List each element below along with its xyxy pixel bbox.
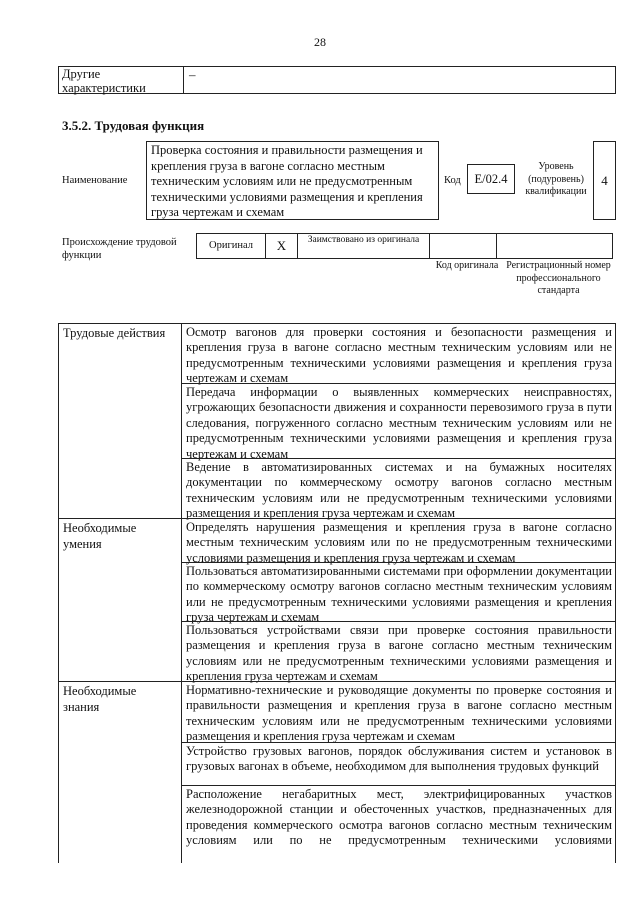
table-divider	[183, 67, 184, 93]
other-characteristics-label: Другие характеристики	[62, 67, 146, 95]
origin-table	[196, 233, 617, 259]
skills-label: Необходимые умения	[63, 521, 137, 551]
list-item: Нормативно-технические и руководящие документы по проверке состояния и правильности размещения и крепления груза в вагоне согласно местным техническим условиям или не предусмотренным техническими условиями размещения и крепления груза чертежам и схемам	[186, 683, 612, 744]
function-name-box: Проверка состояния и правильности размещения и крепления груза в вагоне согласно местным техническим условиям или не предусмотренным техническими условиями размещения и крепления груза чертежам и схемам	[146, 141, 439, 220]
row-divider	[181, 562, 615, 563]
list-item: Ведение в автоматизированных системах и на бумажных носителях документации по коммерческому осмотру вагонов согласно местным техническим условиям или не предусмотренным техническими условиями размещения и крепления груза чертежам и схемам	[186, 460, 612, 521]
other-characteristics-value: –	[189, 67, 196, 82]
origin-code-cell	[429, 233, 497, 259]
group-divider	[59, 681, 615, 682]
list-item: Определять нарушения размещения и крепления груза в вагоне согласно местным техническим условиям или по не предусмотренным техническими условиями размещения и крепления груза чертежам и схемам	[186, 520, 612, 565]
page-number: 28	[314, 35, 326, 49]
row-divider	[181, 785, 615, 786]
row-divider	[181, 383, 615, 384]
list-item: Расположение негабаритных мест, электрифицированных участков железнодорожной станции и обесточенных участков, предназначенных для проведения коммерческого осмотра вагонов согласно местным техническим условиям или по не предусмотренным техническими условиями	[186, 787, 612, 848]
list-item: Пользоваться автоматизированными системами при оформлении документации по коммерческому осмотру вагонов согласно местным техническим условиям или не предусмотренным техническими условиями размещения и крепления груза чертежам и схемам	[186, 564, 612, 625]
group-divider	[59, 518, 615, 519]
list-item: Устройство грузовых вагонов, порядок обслуживания систем и установок в грузовых вагонах в объеме, необходимом для выполнения трудовых функций	[186, 744, 612, 774]
origin-original-cell: Оригинал	[196, 233, 266, 259]
other-characteristics-table	[58, 66, 616, 94]
section-heading: 3.5.2. Трудовая функция	[62, 118, 205, 133]
qualification-level-label: Уровень (подуровень) квалификации	[525, 161, 587, 197]
code-label: Код	[444, 175, 461, 186]
origin-code-caption: Код оригинала	[435, 260, 499, 271]
origin-reg-number-cell	[496, 233, 613, 259]
row-divider	[181, 458, 615, 459]
knowledge-label: Необходимые знания	[63, 684, 137, 714]
origin-label: Происхождение трудовой функции	[62, 237, 177, 261]
row-divider	[181, 742, 615, 743]
row-divider	[181, 621, 615, 622]
origin-borrowed-cell: Заимствовано из оригинала	[297, 233, 430, 259]
origin-reg-caption: Регистрационный номер профессионального стандарта	[506, 260, 611, 296]
list-item: Передача информации о выявленных коммерческих неисправностях, угрожающих безопасности движения и сохранности перевозимого груза в пути следования, погруженного согласно местным техническим условиям или не предусмотренным техническими условиями размещения и крепления груза чертежам и схемам	[186, 385, 612, 461]
code-value-box: E/02.4	[467, 164, 515, 194]
labor-function-table	[58, 323, 616, 863]
list-item: Пользоваться устройствами связи при проверке состояния правильности размещения и крепления груза в вагоне согласно местным техническим условиям или не предусмотренным техническими условиями размещения и крепления груза чертежам и схемам	[186, 623, 612, 684]
column-divider	[181, 324, 182, 863]
list-item: Осмотр вагонов для проверки состояния и безопасности размещения и крепления груза в вагоне согласно местным техническим условиям или не предусмотренным техническими условиями размещения и крепления груза чертежам и схемам	[186, 325, 612, 386]
origin-original-mark: X	[265, 233, 298, 259]
naming-label: Наименование	[62, 175, 128, 186]
qualification-level-box: 4	[593, 141, 616, 220]
labor-actions-label: Трудовые действия	[63, 326, 166, 340]
